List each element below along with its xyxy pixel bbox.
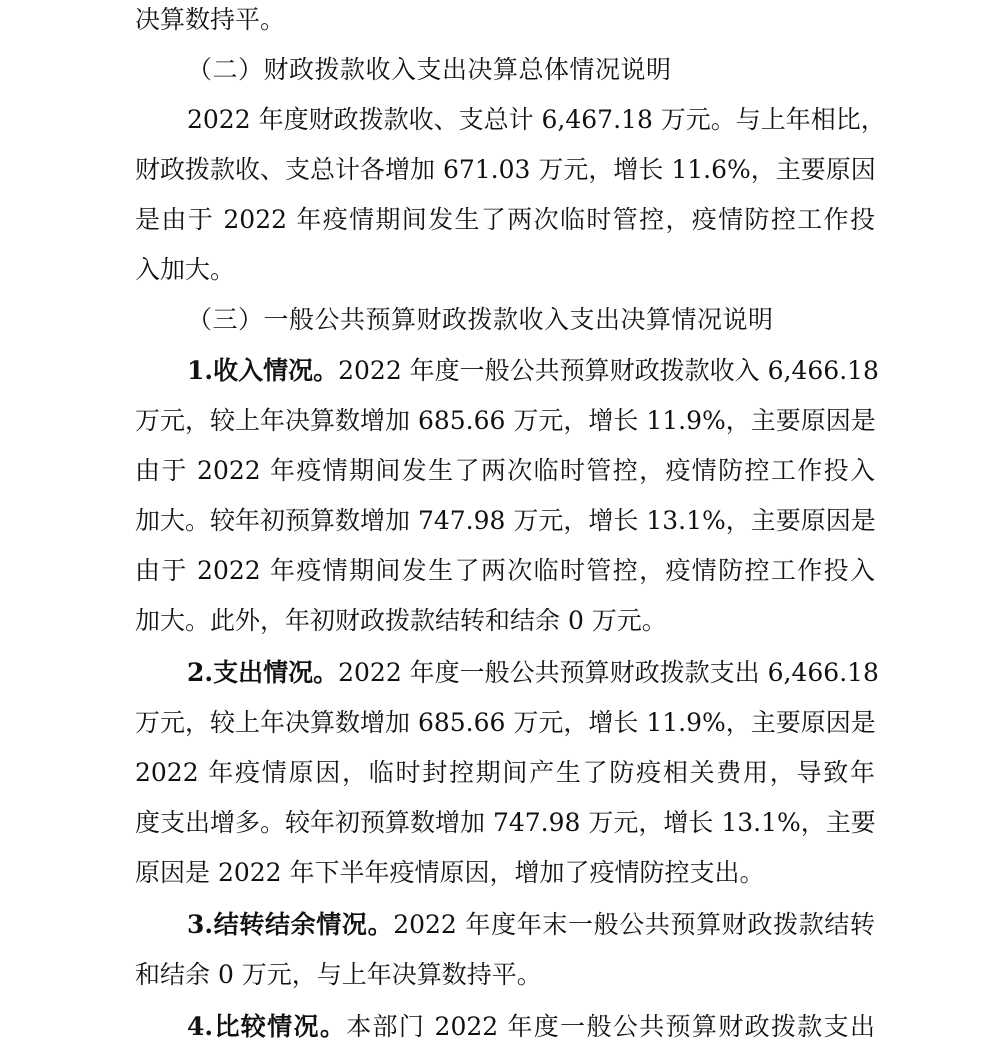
paragraph-line: 原因是 2022 年下半年疫情原因，增加了疫情防控支出。 (135, 858, 765, 887)
subsection-lead: 4.比较情况。 (187, 1012, 347, 1041)
paragraph-line: 财政拨款收、支总计各增加 671.03 万元，增长 11.6%，主要原因 (135, 155, 876, 184)
paragraph-line: 万元，较上年决算数增加 685.66 万元，增长 11.9%，主要原因是 (135, 406, 876, 435)
subsection-lead: 3.结转结余情况。 (187, 910, 394, 939)
paragraph-line-with-lead (187, 1009, 875, 1045)
paragraph-line-with-lead (187, 907, 875, 943)
subsection-lead: 1.收入情况。 (187, 356, 339, 385)
paragraph-line: 加大。较年初预算数增加 747.98 万元，增长 13.1%，主要原因是 (135, 506, 876, 535)
paragraph-line-with-lead (187, 655, 879, 691)
paragraph-line: 万元，较上年决算数增加 685.66 万元，增长 11.9%，主要原因是 (135, 708, 876, 737)
paragraph-text: 2022 年度一般公共预算财政拨款收入 6,466.18 (338, 356, 879, 385)
section-heading-3: （三）一般公共预算财政拨款收入支出决算情况说明 (187, 305, 774, 334)
paragraph-line: 2022 年度财政拨款收、支总计 6,467.18 万元。与上年相比， (187, 105, 886, 134)
paragraph-text: 2022 年度一般公共预算财政拨款支出 6,466.18 (338, 658, 879, 687)
paragraph-line: 决算数持平。 (135, 5, 286, 34)
paragraph-line: 2022 年疫情原因，临时封控期间产生了防疫相关费用，导致年 (135, 758, 875, 787)
paragraph-line: 由于 2022 年疫情期间发生了两次临时管控，疫情防控工作投入 (135, 556, 875, 585)
paragraph-text: 本部门 2022 年度一般公共预算财政拨款支出 (346, 1012, 875, 1041)
paragraph-text: 2022 年度年末一般公共预算财政拨款结转 (393, 910, 875, 939)
paragraph-line: 由于 2022 年疫情期间发生了两次临时管控，疫情防控工作投入 (135, 456, 875, 485)
paragraph-line: 和结余 0 万元，与上年决算数持平。 (135, 960, 542, 989)
paragraph-line: 是由于 2022 年疫情期间发生了两次临时管控，疫情防控工作投 (135, 205, 875, 234)
section-heading-2: （二）财政拨款收入支出决算总体情况说明 (187, 55, 672, 84)
paragraph-line: 入加大。 (135, 255, 236, 284)
subsection-lead: 2.支出情况。 (187, 658, 339, 687)
paragraph-line-with-lead (187, 353, 879, 389)
paragraph-line: 度支出增多。较年初预算数增加 747.98 万元，增长 13.1%，主要 (135, 808, 876, 837)
paragraph-line: 加大。此外，年初财政拨款结转和结余 0 万元。 (135, 606, 667, 635)
